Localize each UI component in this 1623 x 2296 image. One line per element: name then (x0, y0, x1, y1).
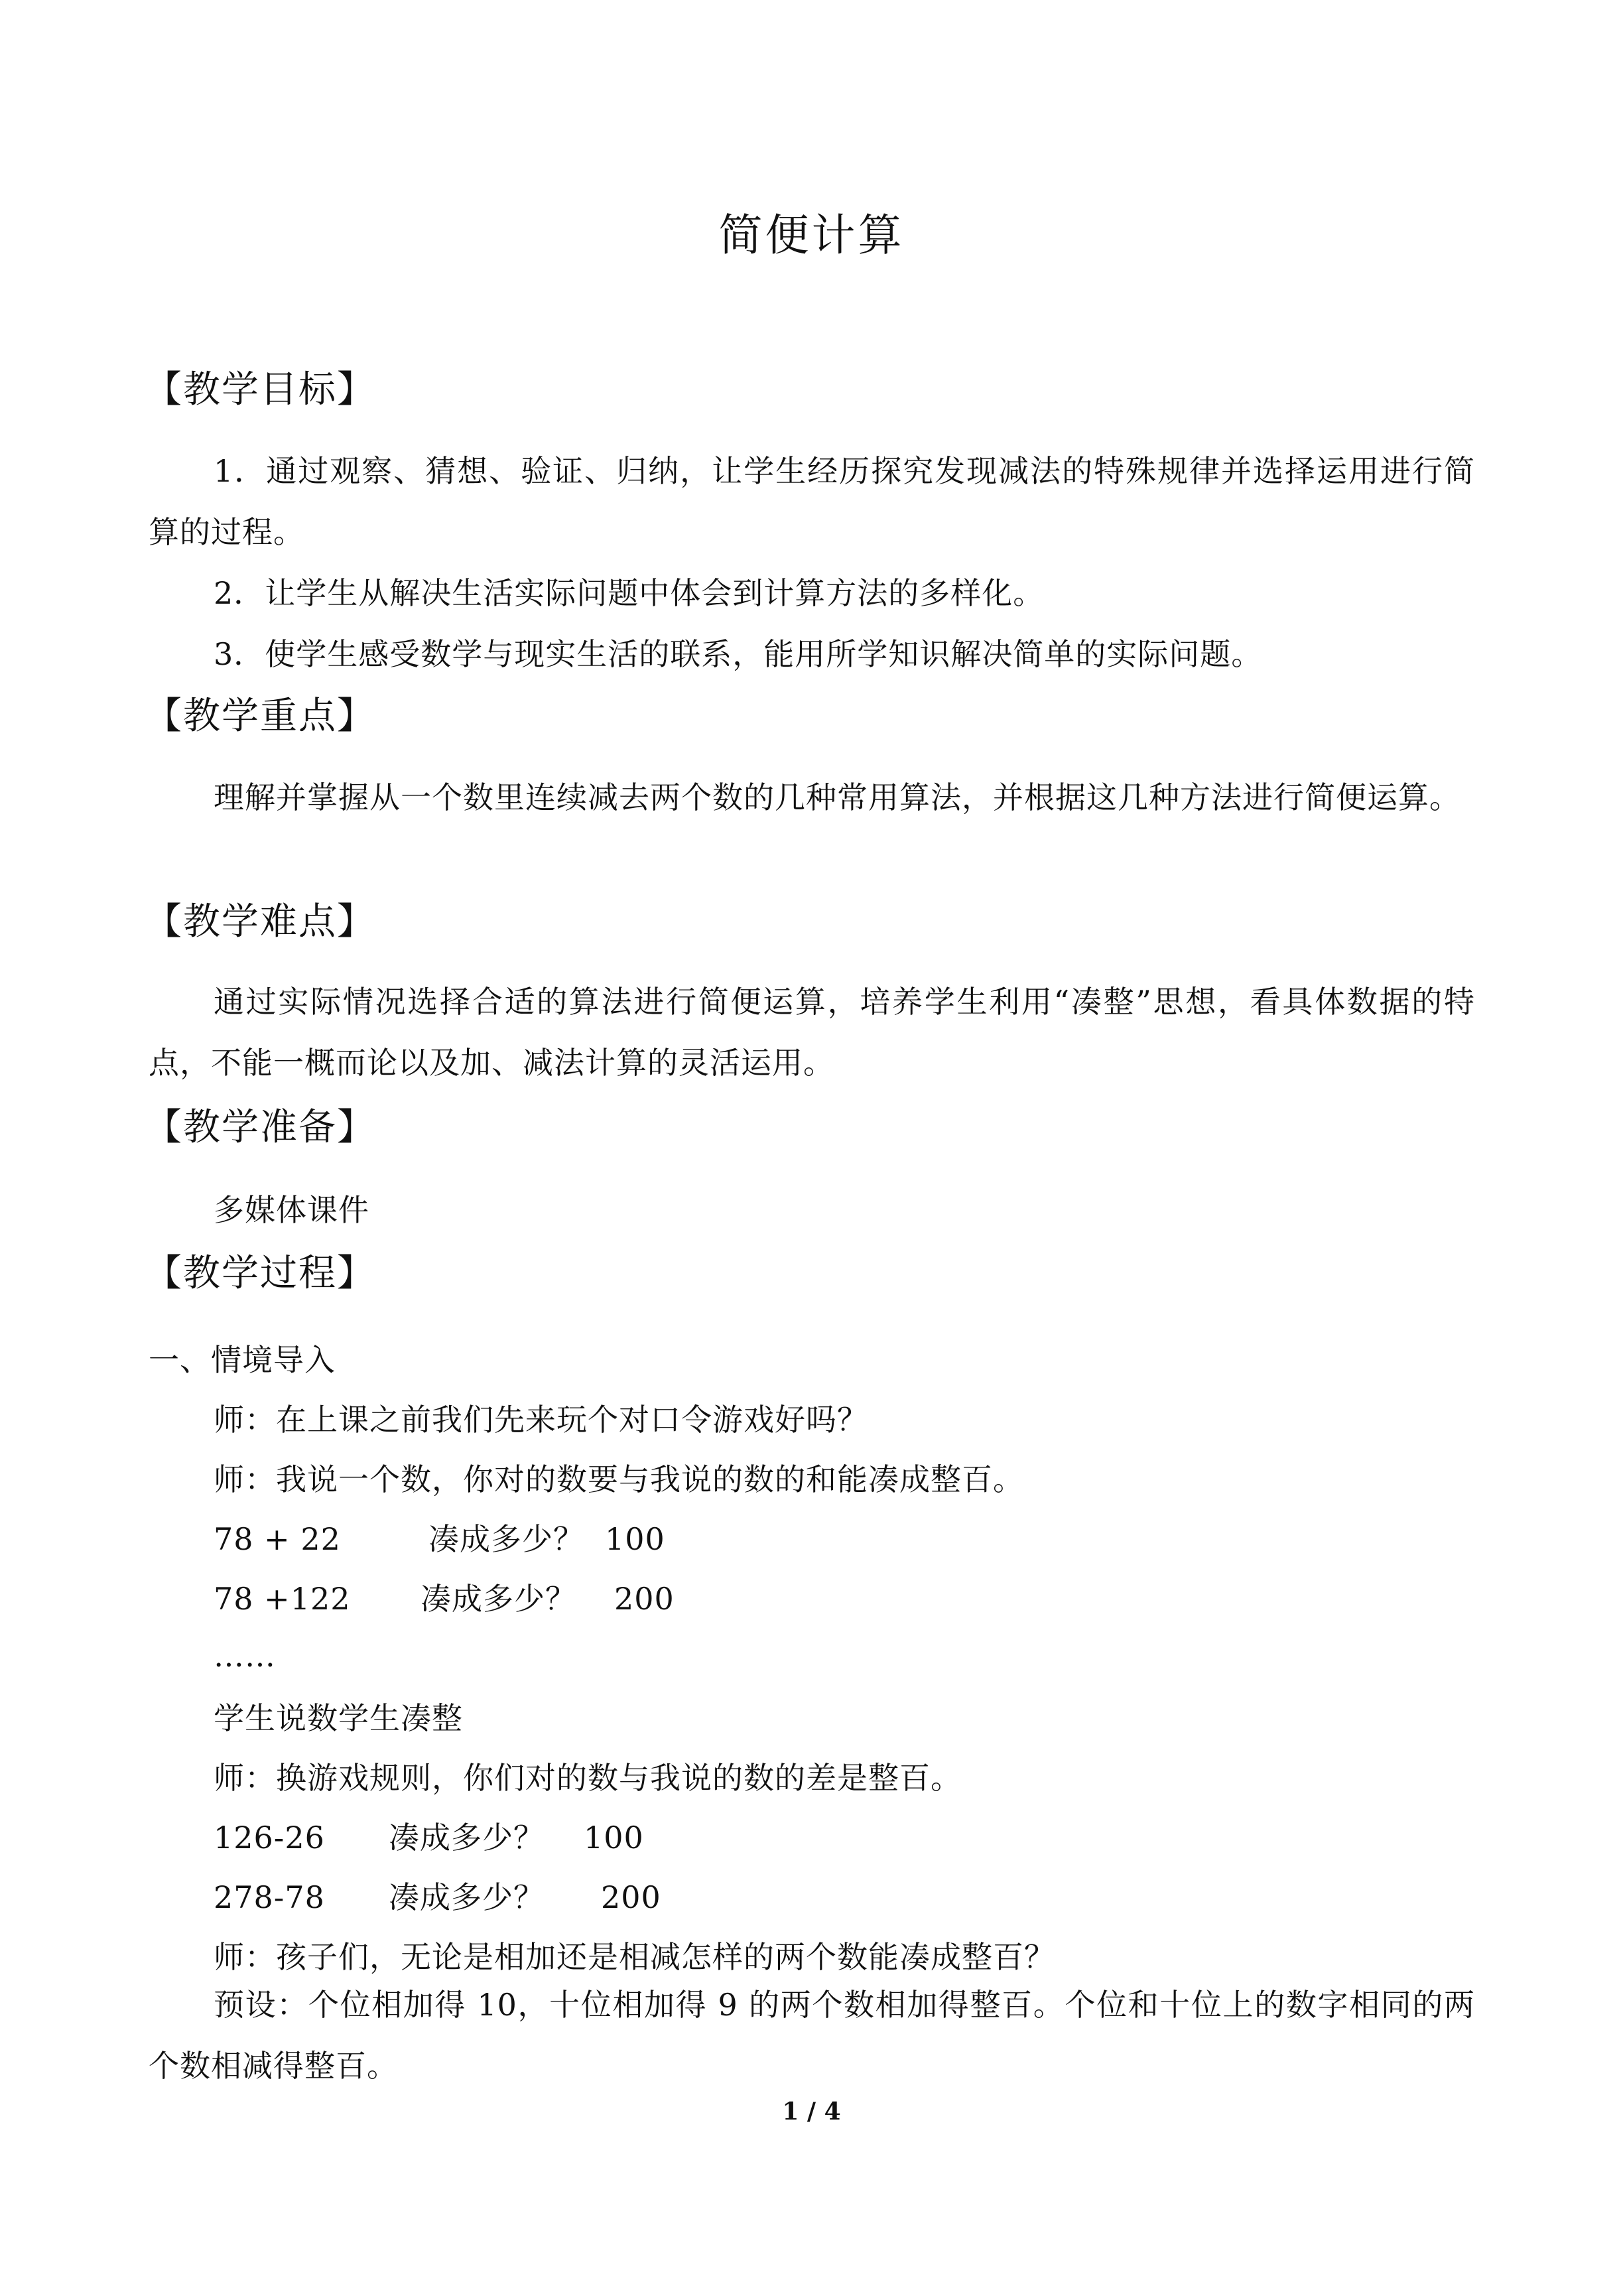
process-line-2: 师：我说一个数，你对的数要与我说的数的和能凑成整百。 (214, 1461, 1024, 1497)
heading-preparation: 【教学准备】 (145, 1106, 375, 1149)
subtraction-answer: 100 (584, 1820, 644, 1856)
process-line-4: 师：换游戏规则，你们对的数与我说的数的差是整百。 (214, 1760, 962, 1796)
addition-question: 凑成多少？ (428, 1521, 584, 1557)
addition-expression: 78 + 22 (214, 1521, 341, 1557)
preparation-text: 多媒体课件 (214, 1192, 369, 1228)
ellipsis: …… (214, 1638, 276, 1674)
subtraction-expression: 278-78 (214, 1879, 325, 1915)
process-line-1: 师：在上课之前我们先来玩个对口令游戏好吗？ (214, 1402, 868, 1438)
addition-answer: 100 (605, 1521, 665, 1557)
heading-difficulties: 【教学难点】 (145, 900, 375, 943)
key-points-text: 理解并掌握从一个数里连续减去两个数的几种常用算法，并根据这几种方法进行简便运算。 (214, 779, 1461, 815)
document-title: 简便计算 (718, 210, 905, 261)
process-subheading: 一、情境导入 (149, 1342, 336, 1378)
heading-process: 【教学过程】 (145, 1252, 375, 1295)
preset-text: 预设：个位相加得 10，十位相加得 9 的两个数相加得整百。个位和十位上的数字相同的两个数相减得整百。 (149, 1987, 1475, 2084)
addition-answer: 200 (614, 1581, 675, 1617)
subtraction-answer: 200 (601, 1879, 661, 1915)
page-number: 1 / 4 (782, 2098, 841, 2126)
subtraction-question: 凑成多少？ (389, 1879, 545, 1915)
objective-item-3: 3．使学生感受数学与现实生活的联系，能用所学知识解决简单的实际问题。 (214, 636, 1263, 672)
process-line-3: 学生说数学生凑整 (214, 1700, 463, 1736)
objective-item-1: 1．通过观察、猜想、验证、归纳，让学生经历探究发现减法的特殊规律并选择运用进行简算的过程。 (149, 453, 1475, 550)
heading-key-points: 【教学重点】 (145, 695, 375, 738)
addition-question: 凑成多少？ (421, 1581, 576, 1617)
subtraction-question: 凑成多少？ (389, 1820, 545, 1856)
process-line-5: 师：孩子们，无论是相加还是相减怎样的两个数能凑成整百？ (214, 1939, 1055, 1975)
objective-item-2: 2．让学生从解决生活实际问题中体会到计算方法的多样化。 (214, 575, 1045, 611)
subtraction-expression: 126-26 (214, 1820, 325, 1856)
heading-objectives: 【教学目标】 (145, 368, 375, 411)
difficulties-text: 通过实际情况选择合适的算法进行简便运算，培养学生利用“凑整”思想，看具体数据的特点，不能一概而论以及加、减法计算的灵活运用。 (149, 984, 1475, 1081)
addition-expression: 78 +122 (214, 1581, 351, 1617)
